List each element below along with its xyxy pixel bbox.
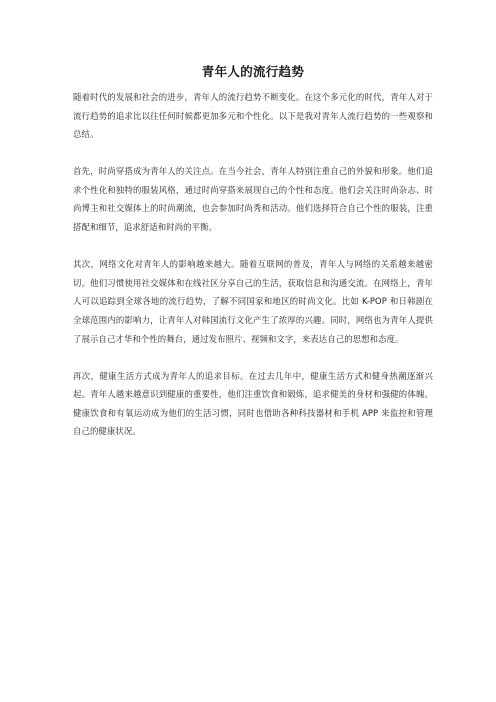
paragraph-internet-culture: 其次，网络文化对青年人的影响越来越大。随着互联网的普及，青年人与网络的关系越来越密切。他们习惯使用社交媒体和在线社区分享自己的生活，获取信息和沟通交流。在网络上，青年人可以追踪到全球各地的流行趋势，了解不同国家和地区的时尚文化。比如 K-POP 和日韩剧在全球范围内的影响力，让青年人对韩国流行文化产生了浓厚的兴趣。同时，网络也为青年人提供了展示自己才华和个性的舞台，通过发布照片、视频和文字，来表达自己的思想和态度。 (73, 259, 433, 344)
paragraph-healthy-lifestyle: 再次，健康生活方式成为青年人的追求目标。在过去几年中，健康生活方式和健身热潮逐渐兴起。青年人越来越意识到健康的重要性，他们注重饮食和锻炼，追求健美的身材和强健的体魄。健康饮食和有氧运动成为他们的生活习惯，同时也借助各种科技器材和手机 APP 来监控和管理自己的健康状况。 (73, 370, 433, 437)
document-page (73, 63, 433, 441)
paragraph-intro: 随着时代的发展和社会的进步，青年人的流行趋势不断变化。在这个多元化的时代，青年人对于流行趋势的追求比以往任何时候都更加多元和个性化。以下是我对青年人流行趋势的一些观察和总结。 (73, 92, 433, 140)
document-title: 青年人的流行趋势 (201, 64, 305, 79)
paragraph-fashion: 首先，时尚穿搭成为青年人的关注点。在当今社会，青年人特别注重自己的外貌和形象。他们追求个性化和独特的服装风格，通过时尚穿搭来展现自己的个性和态度。他们会关注时尚杂志、时尚博主和社交媒体上的时尚潮流，也会参加时尚秀和活动。他们选择符合自己个性的服装，注重搭配和细节，追求舒适和时尚的平衡。 (73, 166, 433, 233)
